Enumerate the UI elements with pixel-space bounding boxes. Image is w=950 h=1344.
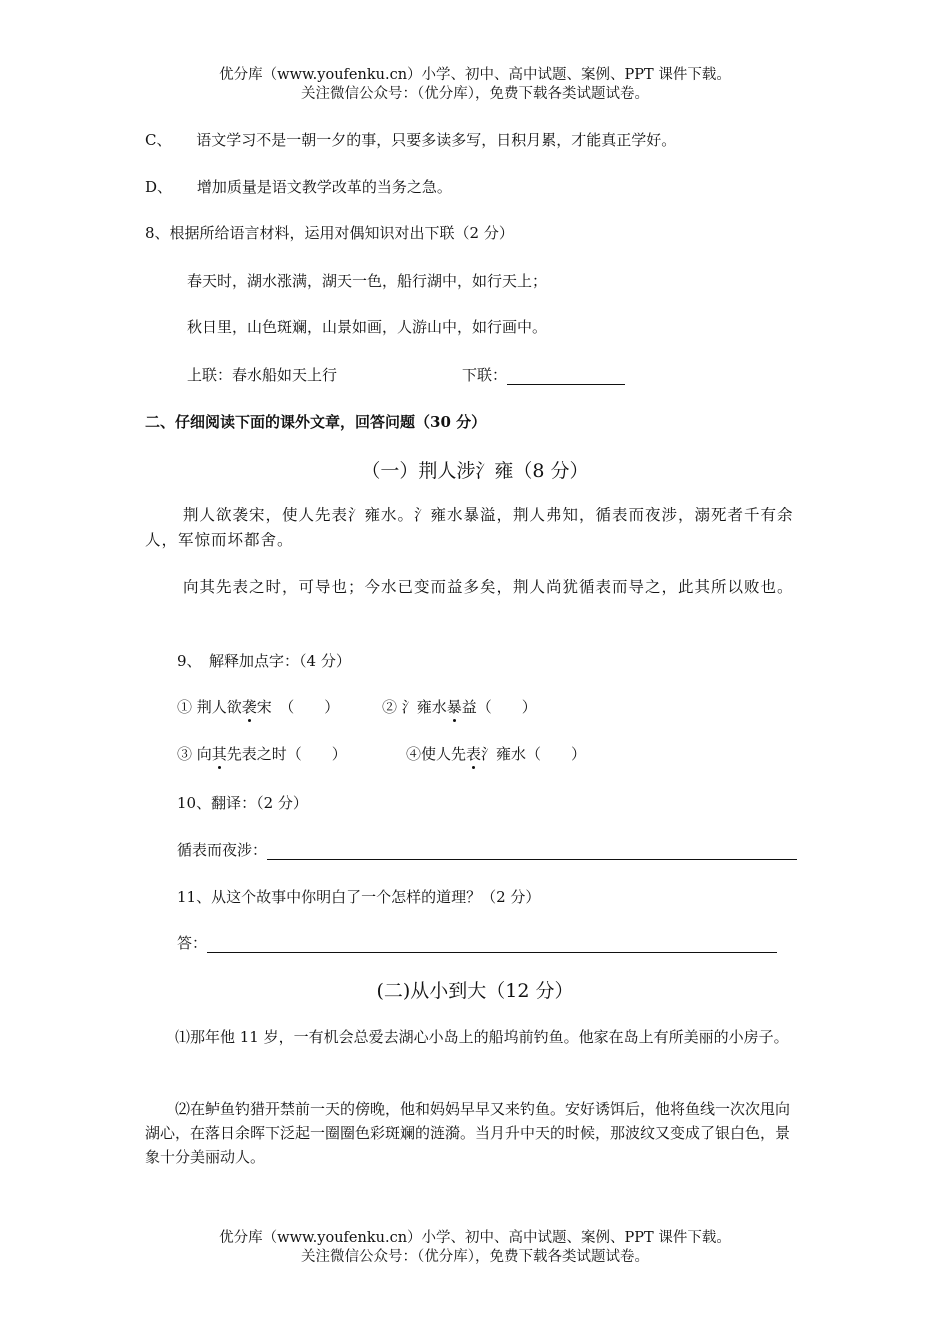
option-d-label: D、: [145, 178, 173, 196]
section-2-heading: 二、仔细阅读下面的课外文章，回答问题（30 分）: [145, 413, 487, 431]
q9-item-3-post: 先表之时（ ）: [226, 745, 347, 763]
passage-2-para-2: ⑵在鲈鱼钓猎开禁前一天的傍晚，他和妈妈早早又来钓鱼。安好诱饵后，他将鱼线一次次甩向湖心，在落日余晖下泛起一圈圈色彩斑斓的涟漪。当月升中天的时候，那波纹又变成了银白色，景象十分美丽动人。: [145, 1100, 791, 1166]
passage-1-para-2: 向其先表之时，可导也；今水已变而益多矣，荆人尚犹循表而导之，此其所以败也。: [183, 578, 794, 596]
q9-item-4-pre: ④使人先: [406, 745, 467, 763]
q10-prompt: 10、翻译：（2 分）: [177, 794, 308, 812]
q8-upper-couplet: 上联：春水船如天上行: [187, 366, 338, 384]
q9-item-1-post: 宋 （ ）: [256, 698, 340, 716]
q11-label: 答：: [177, 934, 208, 952]
q9-item-1: [177, 696, 339, 717]
passage-2-title: (二)从小到大（12 分）: [376, 980, 574, 1002]
q11-prompt: 11、从这个故事中你明白了一个怎样的道理？（2 分）: [177, 888, 541, 906]
q8-material-line-1: 春天时，湖水涨满，湖天一色，船行湖中，如行天上；: [187, 272, 548, 290]
q9-item-4-post: 氵雍水（ ）: [481, 745, 587, 763]
passage-1-title: （一）荆人涉氵雍（8 分）: [361, 460, 589, 482]
q9-item-2-dotted-char: 暴: [446, 698, 462, 716]
q8-prompt: 8、根据所给语言材料，运用对偶知识对出下联（2 分）: [145, 224, 514, 242]
option-d: [145, 176, 452, 197]
q9-item-4: [406, 743, 586, 764]
q9-item-2-pre: ② 氵雍水: [382, 698, 447, 716]
q8-lower-couplet: [462, 364, 625, 385]
q9-prompt: 9、 解释加点字：（4 分）: [177, 652, 351, 670]
q10-answer-blank[interactable]: [267, 843, 797, 860]
footer-line-2: 关注微信公众号：（优分库），免费下载各类试题试卷。: [301, 1249, 649, 1265]
q11-answer-blank[interactable]: [207, 936, 777, 953]
q9-item-1-pre: ① 荆人欲: [177, 698, 242, 716]
footer-line-1: 优分库（www.youfenku.cn）小学、初中、高中试题、案例、PPT 课件下载。: [219, 1230, 731, 1246]
option-c-label: C、: [145, 131, 172, 149]
option-d-text: 增加质量是语文教学改革的当务之急。: [196, 178, 452, 196]
q9-item-4-dotted-char: 表: [466, 745, 482, 763]
q9-item-2-post: 益（ ）: [461, 698, 537, 716]
passage-1-para-1: 荆人欲袭宋，使人先表氵雍水。氵雍水暴溢，荆人弗知，循表而夜涉，溺死者千有余人，军惊而坏都舍。: [145, 506, 794, 549]
q8-material-line-2: 秋日里，山色斑斓，山景如画，人游山中，如行画中。: [187, 318, 548, 336]
q9-item-3-pre: ③ 向: [177, 745, 212, 763]
header-line-2: 关注微信公众号：（优分库），免费下载各类试题试卷。: [301, 86, 649, 102]
q11-answer: [177, 932, 777, 953]
option-c: [145, 129, 676, 150]
q9-item-3-dotted-char: 其: [211, 745, 227, 763]
q8-answer-blank[interactable]: [507, 368, 625, 385]
q10-answer: [177, 839, 797, 860]
header-line-1: 优分库（www.youfenku.cn）小学、初中、高中试题、案例、PPT 课件下载。: [219, 67, 731, 83]
q9-item-2: [382, 696, 537, 717]
q9-item-3: [177, 743, 347, 764]
passage-2-para-1: ⑴那年他 11 岁，一有机会总爱去湖心小岛上的船坞前钓鱼。他家在岛上有所美丽的小房子。: [175, 1028, 789, 1046]
q10-label: 循表而夜涉：: [177, 841, 268, 859]
q8-lower-label: 下联：: [462, 366, 508, 384]
option-c-text: 语文学习不是一朝一夕的事，只要多读多写，日积月累，才能真正学好。: [196, 131, 677, 149]
q9-item-1-dotted-char: 袭: [241, 698, 257, 716]
